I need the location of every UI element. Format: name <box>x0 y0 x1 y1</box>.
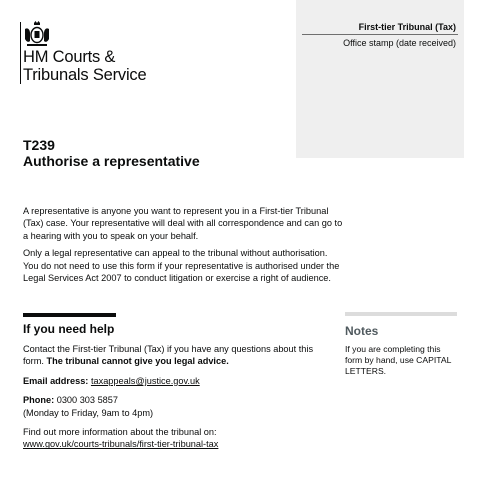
phone-label: Phone: <box>23 395 55 406</box>
intro-section <box>23 205 343 289</box>
intro-paragraph-1: A representative is anyone you want to represent you in a First-tier Tribunal (Tax) case. Your representative will deal with all correspondence and can go to a hearing with you to speak on your behalf. <box>23 206 343 241</box>
help-phone <box>23 394 333 419</box>
help-section <box>23 343 333 458</box>
help-more-info <box>23 426 333 451</box>
logo-line-1: HM Courts & <box>23 48 116 66</box>
help-contact <box>23 343 333 368</box>
tribunal-website-link[interactable]: www.gov.uk/courts-tribunals/first-tier-tribunal-tax <box>23 439 219 450</box>
notes-rule <box>345 312 457 316</box>
help-contact-text: Contact the First-tier Tribunal (Tax) if you have any questions about this form. <box>23 344 314 367</box>
more-info-text: Find out more information about the tribunal on: <box>23 427 217 438</box>
stamp-title: First-tier Tribunal (Tax) <box>358 22 456 32</box>
help-section-rule <box>23 313 116 317</box>
notes-heading: Notes <box>345 324 379 338</box>
phone-hours: (Monday to Friday, 9am to 4pm) <box>23 407 154 418</box>
logo-rule <box>20 22 21 84</box>
help-heading: If you need help <box>23 322 115 336</box>
help-email <box>23 375 333 387</box>
royal-crest-icon <box>22 21 52 47</box>
help-legal-advice-warning: The tribunal cannot give you legal advice. <box>46 356 229 367</box>
notes-text: If you are completing this form by hand, use CAPITAL LETTERS. <box>345 344 452 377</box>
email-label: Email address: <box>23 375 89 386</box>
form-code: T239 <box>23 137 55 153</box>
office-stamp-box <box>296 0 464 158</box>
phone-number: 0300 303 5857 <box>56 395 119 406</box>
stamp-subtitle: Office stamp (date received) <box>343 38 456 48</box>
page-title: Authorise a representative <box>23 153 200 169</box>
stamp-divider <box>302 34 458 35</box>
intro-paragraph-2: Only a legal representative can appeal to the tribunal without authorisation. You do not need to use this form if your representative is authorised under the Legal Services Act 2007 to conduct litigation or exercise a right of audience. <box>23 248 340 284</box>
email-link[interactable]: taxappeals@justice.gov.uk <box>90 375 200 386</box>
hmcts-logo <box>23 48 146 84</box>
logo-line-2: Tribunals Service <box>23 66 147 84</box>
